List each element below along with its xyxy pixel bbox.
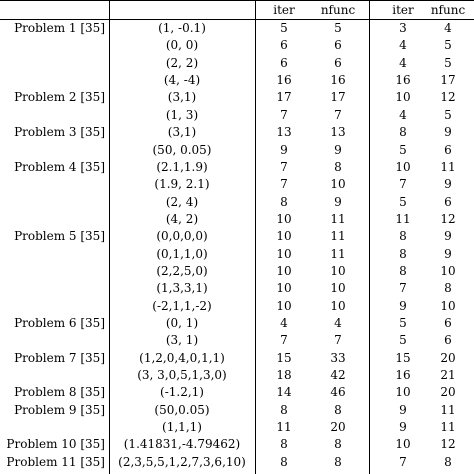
problem-name: Problem 8 [35] (14, 385, 105, 400)
nfunc-value-1: 6 (334, 38, 342, 53)
iter-value-1: 8 (280, 454, 288, 469)
iter-value-2: 10 (395, 90, 411, 105)
nfunc-value-2: 6 (444, 333, 452, 348)
problem-name: Problem 1 [35] (14, 21, 105, 35)
initial-point: (3, 3,0,5,1,3,0) (137, 368, 227, 382)
nfunc-value-1: 9 (334, 194, 342, 209)
iter-value-2: 7 (399, 281, 407, 296)
iter-value-1: 15 (276, 350, 292, 365)
problem-name: Problem 3 [35] (14, 125, 105, 140)
iter-value-2: 8 (399, 263, 407, 278)
nfunc-value-1: 8 (334, 402, 342, 417)
initial-point: (-2,1,1,-2) (152, 298, 212, 313)
iter-value-1: 10 (276, 246, 292, 261)
iter-value-2: 5 (399, 333, 407, 348)
iter-value-1: 6 (280, 55, 288, 70)
iter-value-1: 16 (276, 73, 292, 88)
iter-value-2: 4 (399, 38, 407, 53)
initial-point: (4, 2) (165, 211, 199, 226)
nfunc-value-1: 20 (330, 420, 346, 435)
iter-value-2: 8 (399, 125, 407, 140)
initial-point: (0,0,0,0) (156, 229, 208, 244)
nfunc-value-2: 11 (440, 420, 456, 435)
header-nfunc-2: nfunc (430, 3, 466, 17)
nfunc-value-2: 6 (444, 142, 452, 157)
nfunc-value-1: 46 (330, 385, 346, 400)
iter-value-2: 16 (395, 73, 411, 88)
problem-name: Problem 10 [35] (6, 437, 105, 452)
nfunc-value-2: 11 (440, 159, 456, 174)
initial-point: (50,0.05) (154, 402, 210, 417)
nfunc-value-2: 20 (440, 350, 456, 365)
nfunc-value-2: 12 (440, 211, 456, 226)
iter-value-1: 8 (280, 194, 288, 209)
header-iter-1: iter (273, 3, 295, 17)
nfunc-value-2: 10 (440, 298, 456, 313)
nfunc-value-1: 8 (334, 159, 342, 174)
nfunc-value-1: 8 (334, 454, 342, 469)
nfunc-value-1: 10 (330, 263, 346, 278)
nfunc-value-1: 5 (334, 21, 342, 35)
initial-point: (1.9, 2.1) (154, 177, 210, 192)
nfunc-value-2: 12 (440, 90, 456, 105)
column-divider-3 (369, 0, 370, 474)
iter-value-2: 7 (399, 177, 407, 192)
initial-point: (4, -4) (163, 73, 201, 88)
initial-point: (0, 1) (165, 316, 199, 330)
iter-value-1: 10 (276, 229, 292, 244)
problem-name: Problem 9 [35] (14, 402, 105, 417)
nfunc-value-2: 5 (444, 55, 452, 70)
nfunc-value-1: 17 (330, 90, 346, 105)
nfunc-value-2: 20 (440, 385, 456, 400)
initial-point: (2,2,5,0) (156, 263, 208, 278)
nfunc-value-1: 7 (334, 107, 342, 122)
problem-name: Problem 11 [35] (6, 454, 105, 469)
nfunc-value-1: 10 (330, 177, 346, 192)
nfunc-value-2: 8 (444, 454, 452, 469)
iter-value-1: 7 (280, 159, 288, 174)
nfunc-value-2: 6 (444, 316, 452, 330)
nfunc-value-1: 6 (334, 55, 342, 70)
initial-point: (3,1) (167, 125, 197, 140)
nfunc-value-1: 42 (330, 368, 346, 382)
iter-value-2: 8 (399, 246, 407, 261)
nfunc-value-2: 8 (444, 281, 452, 296)
nfunc-value-1: 4 (334, 316, 342, 330)
initial-point: (1,3,3,1) (156, 281, 208, 296)
iter-value-1: 14 (276, 385, 292, 400)
iter-value-1: 6 (280, 38, 288, 53)
initial-point: (-1.2,1) (160, 385, 204, 400)
iter-value-1: 10 (276, 211, 292, 226)
iter-value-2: 5 (399, 194, 407, 209)
iter-value-2: 5 (399, 316, 407, 330)
nfunc-value-2: 12 (440, 437, 456, 452)
iter-value-1: 18 (276, 368, 292, 382)
initial-point: (1.41831,-4.79462) (123, 437, 241, 452)
problem-name: Problem 6 [35] (14, 316, 105, 330)
top-rule (0, 0, 474, 1)
nfunc-value-1: 8 (334, 437, 342, 452)
initial-point: (2,3,5,5,1,2,7,3,6,10) (118, 454, 246, 469)
nfunc-value-2: 9 (444, 246, 452, 261)
initial-point: (2, 2) (165, 55, 199, 70)
nfunc-value-1: 9 (334, 142, 342, 157)
nfunc-value-1: 10 (330, 298, 346, 313)
nfunc-value-1: 10 (330, 281, 346, 296)
initial-point: (2, 4) (165, 194, 199, 209)
iter-value-1: 17 (276, 90, 292, 105)
initial-point: (50, 0.05) (152, 142, 212, 157)
nfunc-value-1: 16 (330, 73, 346, 88)
nfunc-value-2: 21 (440, 368, 456, 382)
nfunc-value-1: 11 (330, 229, 346, 244)
iter-value-2: 10 (395, 385, 411, 400)
iter-value-1: 11 (276, 420, 292, 435)
nfunc-value-1: 7 (334, 333, 342, 348)
nfunc-value-2: 9 (444, 229, 452, 244)
iter-value-1: 10 (276, 281, 292, 296)
iter-value-2: 5 (399, 142, 407, 157)
iter-value-1: 8 (280, 437, 288, 452)
initial-point: (1, 3) (165, 107, 199, 122)
iter-value-2: 16 (395, 368, 411, 382)
initial-point: (0, 0) (165, 38, 199, 53)
initial-point: (1, -0.1) (158, 21, 206, 35)
problem-name: Problem 2 [35] (14, 90, 105, 105)
nfunc-value-2: 6 (444, 194, 452, 209)
initial-point: (0,1,1,0) (156, 246, 208, 261)
problem-name: Problem 5 [35] (14, 229, 105, 244)
nfunc-value-1: 33 (330, 350, 346, 365)
iter-value-1: 10 (276, 298, 292, 313)
nfunc-value-2: 11 (440, 402, 456, 417)
iter-value-2: 4 (399, 107, 407, 122)
initial-point: (1,1,1) (162, 420, 202, 435)
header-iter-2: iter (392, 3, 414, 17)
nfunc-value-2: 5 (444, 107, 452, 122)
initial-point: (3,1) (167, 90, 197, 105)
iter-value-2: 8 (399, 229, 407, 244)
problem-name: Problem 7 [35] (14, 350, 105, 365)
nfunc-value-1: 11 (330, 246, 346, 261)
iter-value-1: 10 (276, 263, 292, 278)
nfunc-value-2: 17 (440, 73, 456, 88)
nfunc-value-2: 5 (444, 38, 452, 53)
nfunc-value-2: 4 (444, 21, 452, 35)
iter-value-2: 15 (395, 350, 411, 365)
iter-value-2: 10 (395, 159, 411, 174)
column-divider-2 (255, 0, 256, 474)
iter-value-2: 4 (399, 55, 407, 70)
nfunc-value-2: 9 (444, 177, 452, 192)
nfunc-value-2: 10 (440, 263, 456, 278)
header-nfunc-1: nfunc (320, 3, 356, 17)
iter-value-1: 5 (280, 21, 288, 35)
iter-value-1: 13 (276, 125, 292, 140)
iter-value-2: 11 (395, 211, 411, 226)
nfunc-value-2: 9 (444, 125, 452, 140)
nfunc-value-1: 11 (330, 211, 346, 226)
initial-point: (2.1,1.9) (156, 159, 208, 174)
header-rule (0, 19, 474, 20)
initial-point: (1,2,0,4,0,1,1) (139, 350, 225, 365)
initial-point: (3, 1) (165, 333, 199, 348)
iter-value-2: 9 (399, 298, 407, 313)
iter-value-1: 9 (280, 142, 288, 157)
column-divider-1 (109, 0, 110, 474)
iter-value-2: 10 (395, 437, 411, 452)
iter-value-1: 7 (280, 107, 288, 122)
iter-value-2: 9 (399, 402, 407, 417)
iter-value-1: 7 (280, 333, 288, 348)
iter-value-2: 9 (399, 420, 407, 435)
iter-value-2: 3 (399, 21, 407, 35)
iter-value-1: 4 (280, 316, 288, 330)
iter-value-1: 7 (280, 177, 288, 192)
iter-value-1: 8 (280, 402, 288, 417)
problem-name: Problem 4 [35] (14, 159, 105, 174)
nfunc-value-1: 13 (330, 125, 346, 140)
iter-value-2: 7 (399, 454, 407, 469)
